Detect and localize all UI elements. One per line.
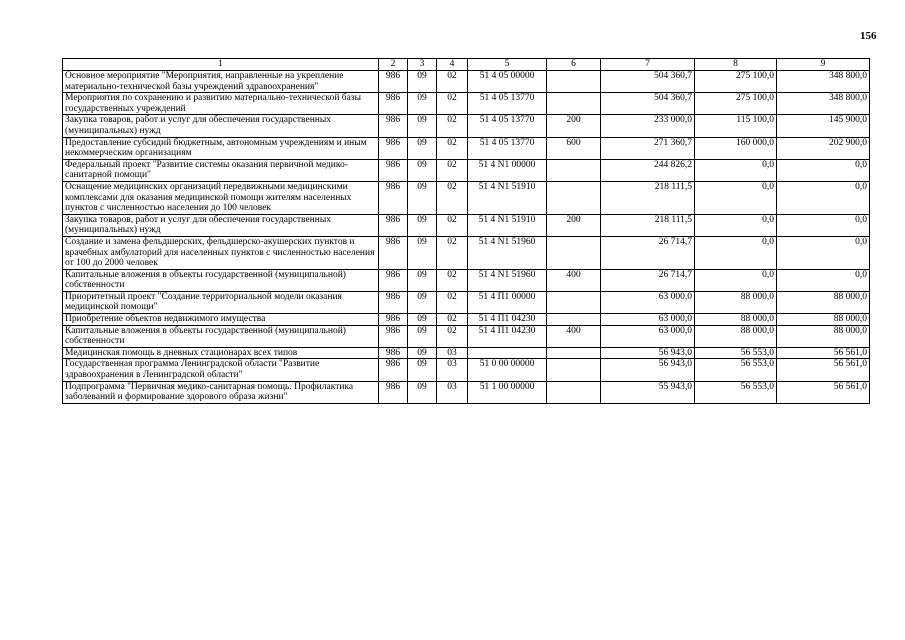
expense-type-cell: [547, 359, 601, 381]
chapter-cell: 986: [379, 159, 408, 181]
amount-col9-cell: 348 800,0: [777, 71, 870, 93]
amount-col8-cell: 160 000,0: [695, 137, 777, 159]
expense-type-cell: 200: [547, 115, 601, 137]
amount-col9-cell: 348 800,0: [777, 93, 870, 115]
row-name-cell: Подпрограмма "Первичная медико-санитарная помощь. Профилактика заболеваний и формирование здорового образа жизни": [63, 381, 379, 403]
amount-col7-cell: 63 000,0: [601, 291, 695, 313]
section-cell: 09: [408, 325, 437, 347]
expense-type-cell: [547, 159, 601, 181]
expense-type-cell: [547, 347, 601, 359]
table-row: [63, 269, 870, 291]
column-header: 9: [777, 59, 870, 71]
table-row: [63, 291, 870, 313]
row-name-cell: Капитальные вложения в объекты государственной (муниципальной) собственности: [63, 269, 379, 291]
column-header: 4: [437, 59, 468, 71]
target-article-cell: 51 0 00 00000: [468, 359, 547, 381]
section-cell: 09: [408, 93, 437, 115]
chapter-cell: 986: [379, 325, 408, 347]
column-header: 5: [468, 59, 547, 71]
target-article-cell: 51 4 П1 00000: [468, 291, 547, 313]
section-cell: 09: [408, 381, 437, 403]
amount-col7-cell: 218 111,5: [601, 181, 695, 214]
column-header: 8: [695, 59, 777, 71]
table-row: [63, 359, 870, 381]
subsection-cell: 02: [437, 93, 468, 115]
row-name-cell: Создание и замена фельдшерских, фельдшерско-акушерских пунктов и врачебных амбулаторий для населенных пунктов с численностью населения от 100 до 2000 человек: [63, 236, 379, 269]
column-header: 3: [408, 59, 437, 71]
subsection-cell: 02: [437, 71, 468, 93]
amount-col7-cell: 218 111,5: [601, 214, 695, 236]
section-cell: 09: [408, 137, 437, 159]
expense-type-cell: [547, 93, 601, 115]
section-cell: 09: [408, 236, 437, 269]
amount-col7-cell: 26 714,7: [601, 269, 695, 291]
row-name-cell: Мероприятия по сохранению и развитию материально-технической базы государственных учреждений: [63, 93, 379, 115]
target-article-cell: 51 4 N1 51960: [468, 269, 547, 291]
row-name-cell: Государственная программа Ленинградской области "Развитие здравоохранения в Ленинградской области": [63, 359, 379, 381]
amount-col8-cell: 56 553,0: [695, 381, 777, 403]
chapter-cell: 986: [379, 214, 408, 236]
table-row: [63, 214, 870, 236]
row-name-cell: Предоставление субсидий бюджетным, автономным учреждениям и иным некоммерческим организациям: [63, 137, 379, 159]
amount-col9-cell: 56 561,0: [777, 359, 870, 381]
amount-col9-cell: 88 000,0: [777, 325, 870, 347]
chapter-cell: 986: [379, 115, 408, 137]
expense-type-cell: [547, 236, 601, 269]
amount-col7-cell: 56 943,0: [601, 359, 695, 381]
target-article-cell: 51 4 N1 51910: [468, 214, 547, 236]
chapter-cell: 986: [379, 236, 408, 269]
chapter-cell: 986: [379, 137, 408, 159]
amount-col9-cell: 0,0: [777, 181, 870, 214]
section-cell: 09: [408, 347, 437, 359]
amount-col9-cell: 0,0: [777, 236, 870, 269]
budget-table: [62, 58, 870, 404]
chapter-cell: 986: [379, 381, 408, 403]
table-row: [63, 381, 870, 403]
column-header: 6: [547, 59, 601, 71]
amount-col7-cell: 55 943,0: [601, 381, 695, 403]
expense-type-cell: [547, 314, 601, 326]
amount-col7-cell: 271 360,7: [601, 137, 695, 159]
table-row: [63, 93, 870, 115]
table-body: [63, 71, 870, 404]
section-cell: 09: [408, 159, 437, 181]
row-name-cell: Приоритетный проект "Создание территориальной модели оказания медицинской помощи": [63, 291, 379, 313]
expense-type-cell: [547, 381, 601, 403]
target-article-cell: 51 1 00 00000: [468, 381, 547, 403]
table-row: [63, 137, 870, 159]
amount-col9-cell: 56 561,0: [777, 381, 870, 403]
amount-col7-cell: 504 360,7: [601, 93, 695, 115]
target-article-cell: 51 4 П1 04230: [468, 314, 547, 326]
chapter-cell: 986: [379, 93, 408, 115]
column-header: 7: [601, 59, 695, 71]
subsection-cell: 02: [437, 314, 468, 326]
row-name-cell: Приобретение объектов недвижимого имущества: [63, 314, 379, 326]
table-row: [63, 236, 870, 269]
amount-col8-cell: 88 000,0: [695, 314, 777, 326]
amount-col8-cell: 56 553,0: [695, 347, 777, 359]
target-article-cell: 51 4 05 00000: [468, 71, 547, 93]
row-name-cell: Федеральный проект "Развитие системы оказания первичной медико-санитарной помощи": [63, 159, 379, 181]
amount-col7-cell: 63 000,0: [601, 314, 695, 326]
row-name-cell: Оснащение медицинских организаций передвижными медицинскими комплексами для оказания медицинской помощи жителям населенных пунктов с численностью населения до 100 человек: [63, 181, 379, 214]
expense-type-cell: [547, 71, 601, 93]
row-name-cell: Закупка товаров, работ и услуг для обеспечения государственных (муниципальных) нужд: [63, 214, 379, 236]
header-row: [63, 59, 870, 71]
chapter-cell: 986: [379, 314, 408, 326]
table-row: [63, 347, 870, 359]
section-cell: 09: [408, 291, 437, 313]
amount-col7-cell: 56 943,0: [601, 347, 695, 359]
amount-col7-cell: 26 714,7: [601, 236, 695, 269]
amount-col9-cell: 88 000,0: [777, 314, 870, 326]
amount-col7-cell: 504 360,7: [601, 71, 695, 93]
subsection-cell: 02: [437, 269, 468, 291]
amount-col8-cell: 88 000,0: [695, 325, 777, 347]
amount-col8-cell: 275 100,0: [695, 93, 777, 115]
table-row: [63, 314, 870, 326]
target-article-cell: 51 4 05 13770: [468, 93, 547, 115]
row-name-cell: Закупка товаров, работ и услуг для обеспечения государственных (муниципальных) нужд: [63, 115, 379, 137]
section-cell: 09: [408, 214, 437, 236]
section-cell: 09: [408, 115, 437, 137]
target-article-cell: 51 4 05 13770: [468, 137, 547, 159]
section-cell: 09: [408, 71, 437, 93]
subsection-cell: 03: [437, 347, 468, 359]
section-cell: 09: [408, 181, 437, 214]
target-article-cell: 51 4 N1 51910: [468, 181, 547, 214]
amount-col8-cell: 0,0: [695, 159, 777, 181]
subsection-cell: 03: [437, 359, 468, 381]
table-row: [63, 159, 870, 181]
section-cell: 09: [408, 269, 437, 291]
amount-col8-cell: 88 000,0: [695, 291, 777, 313]
expense-type-cell: 200: [547, 214, 601, 236]
subsection-cell: 02: [437, 214, 468, 236]
subsection-cell: 02: [437, 137, 468, 159]
subsection-cell: 02: [437, 115, 468, 137]
subsection-cell: 02: [437, 236, 468, 269]
target-article-cell: 51 4 П1 04230: [468, 325, 547, 347]
amount-col8-cell: 115 100,0: [695, 115, 777, 137]
column-header: 2: [379, 59, 408, 71]
chapter-cell: 986: [379, 291, 408, 313]
chapter-cell: 986: [379, 359, 408, 381]
amount-col8-cell: 0,0: [695, 214, 777, 236]
row-name-cell: Основное мероприятие "Мероприятия, направленные на укрепление материально-технической базы учреждений здравоохранения": [63, 71, 379, 93]
subsection-cell: 03: [437, 381, 468, 403]
row-name-cell: Медицинская помощь в дневных стационарах всех типов: [63, 347, 379, 359]
amount-col8-cell: 0,0: [695, 269, 777, 291]
section-cell: 09: [408, 359, 437, 381]
subsection-cell: 02: [437, 159, 468, 181]
amount-col8-cell: 56 553,0: [695, 359, 777, 381]
expense-type-cell: 600: [547, 137, 601, 159]
amount-col9-cell: 202 900,0: [777, 137, 870, 159]
expense-type-cell: [547, 291, 601, 313]
subsection-cell: 02: [437, 291, 468, 313]
amount-col9-cell: 56 561,0: [777, 347, 870, 359]
amount-col9-cell: 145 900,0: [777, 115, 870, 137]
amount-col9-cell: 0,0: [777, 269, 870, 291]
amount-col7-cell: 63 000,0: [601, 325, 695, 347]
amount-col9-cell: 0,0: [777, 214, 870, 236]
table-row: [63, 115, 870, 137]
amount-col9-cell: 0,0: [777, 159, 870, 181]
target-article-cell: 51 4 N1 51960: [468, 236, 547, 269]
amount-col9-cell: 88 000,0: [777, 291, 870, 313]
table-row: [63, 325, 870, 347]
expense-type-cell: 400: [547, 269, 601, 291]
amount-col7-cell: 244 826,2: [601, 159, 695, 181]
table-row: [63, 71, 870, 93]
chapter-cell: 986: [379, 181, 408, 214]
target-article-cell: [468, 347, 547, 359]
subsection-cell: 02: [437, 325, 468, 347]
row-name-cell: Капитальные вложения в объекты государственной (муниципальной) собственности: [63, 325, 379, 347]
target-article-cell: 51 4 05 13770: [468, 115, 547, 137]
amount-col8-cell: 275 100,0: [695, 71, 777, 93]
amount-col8-cell: 0,0: [695, 236, 777, 269]
expense-type-cell: [547, 181, 601, 214]
table-row: [63, 181, 870, 214]
chapter-cell: 986: [379, 347, 408, 359]
subsection-cell: 02: [437, 181, 468, 214]
amount-col8-cell: 0,0: [695, 181, 777, 214]
section-cell: 09: [408, 314, 437, 326]
expense-type-cell: 400: [547, 325, 601, 347]
chapter-cell: 986: [379, 269, 408, 291]
column-header: 1: [63, 59, 379, 71]
chapter-cell: 986: [379, 71, 408, 93]
page-number: 156: [860, 30, 877, 42]
amount-col7-cell: 233 000,0: [601, 115, 695, 137]
target-article-cell: 51 4 N1 00000: [468, 159, 547, 181]
